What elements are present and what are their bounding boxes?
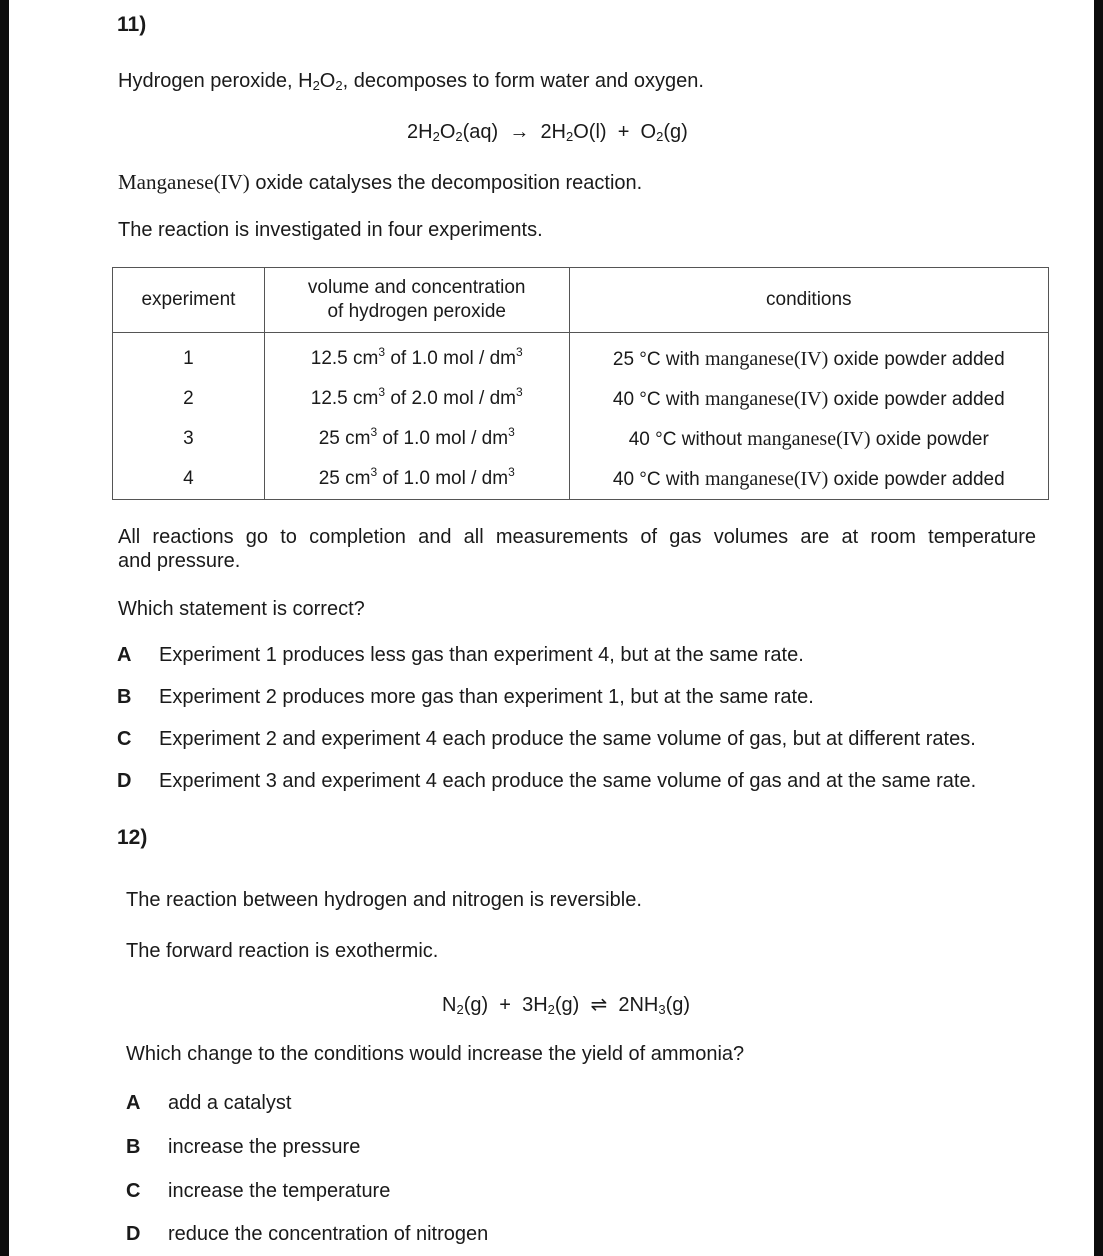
q11-catalyst-statement: Manganese(IV) oxide catalyses the decomposition reaction. bbox=[118, 170, 643, 194]
row-experiment: 3 bbox=[113, 419, 265, 459]
row-conditions: 40 °C with manganese(IV) oxide powder added bbox=[569, 379, 1048, 419]
q11-intro: Hydrogen peroxide, $H_2O_2$, decomposes to form water and oxygen. bbox=[118, 70, 704, 93]
q11-question: Which statement is correct? bbox=[118, 598, 365, 620]
row-volume: 12.5 $cm^3$ of 1.0 mol / $dm^3$ bbox=[264, 333, 569, 380]
row-conditions: 25 °C with manganese(IV) oxide powder added bbox=[569, 333, 1048, 380]
q12-question: Which change to the conditions would increase the yield of ammonia? bbox=[126, 1043, 745, 1065]
q12-option-a[interactable]: A add a catalyst bbox=[126, 1092, 292, 1114]
row-conditions: 40 °C with manganese(IV) oxide powder added bbox=[569, 459, 1048, 500]
q11-option-d[interactable]: D Experiment 3 and experiment 4 each produce the same volume of gas and at the same rate. bbox=[117, 770, 977, 792]
row-conditions: 40 °C without manganese(IV) oxide powder bbox=[569, 419, 1048, 459]
table-row bbox=[113, 379, 1049, 419]
q11-option-a[interactable]: A Experiment 1 produces less gas than experiment 4, but at the same rate. bbox=[117, 644, 804, 666]
row-experiment: 2 bbox=[113, 379, 265, 419]
row-volume: 12.5 $cm^3$ of 2.0 mol / $dm^3$ bbox=[264, 379, 569, 419]
q11-completion-note: All reactions go to completion and all measurements of gas volumes are at room temperature and pressure. bbox=[118, 526, 1036, 572]
row-experiment: 4 bbox=[113, 459, 265, 500]
q11-investigated: The reaction is investigated in four experiments. bbox=[118, 219, 543, 241]
row-volume: 25 $cm^3$ of 1.0 mol / $dm^3$ bbox=[264, 419, 569, 459]
left-border bbox=[0, 0, 9, 1256]
table-row bbox=[113, 333, 1049, 380]
table-row bbox=[113, 419, 1049, 459]
q12-line2: The forward reaction is exothermic. bbox=[126, 940, 439, 962]
equilibrium-arrow-icon: ⇌ bbox=[590, 994, 608, 1016]
q12-option-b[interactable]: B increase the pressure bbox=[126, 1136, 361, 1158]
question-12-number: 12) bbox=[117, 826, 148, 849]
table-header-row bbox=[113, 268, 1049, 333]
header-experiment: experiment bbox=[113, 268, 265, 333]
q11-option-c[interactable]: C Experiment 2 and experiment 4 each produce the same volume of gas, but at different rates. bbox=[117, 728, 976, 750]
q12-equation: $N_2(g) + 3H_2(g)$ ⇌ $2NH_3(g)$ bbox=[442, 994, 691, 1017]
right-border bbox=[1094, 0, 1103, 1256]
table-row bbox=[113, 459, 1049, 500]
q12-option-c[interactable]: C increase the temperature bbox=[126, 1180, 391, 1202]
q12-option-d[interactable]: D reduce the concentration of nitrogen bbox=[126, 1223, 489, 1245]
row-experiment: 1 bbox=[113, 333, 265, 380]
reaction-arrow-icon: → bbox=[509, 121, 530, 143]
row-volume: 25 $cm^3$ of 1.0 mol / $dm^3$ bbox=[264, 459, 569, 500]
header-volume: volume and concentration of hydrogen peroxide bbox=[264, 268, 569, 333]
q11-equation: $2H_2O_2(aq) \to 2H_2O(l) + O_2(g)$ bbox=[407, 121, 688, 144]
q12-line1: The reaction between hydrogen and nitrogen is reversible. bbox=[126, 889, 642, 911]
question-11-number: 11) bbox=[117, 13, 147, 36]
header-conditions: conditions bbox=[569, 268, 1048, 333]
experiments-table bbox=[112, 267, 1049, 500]
q11-option-b[interactable]: B Experiment 2 produces more gas than experiment 1, but at the same rate. bbox=[117, 686, 814, 708]
